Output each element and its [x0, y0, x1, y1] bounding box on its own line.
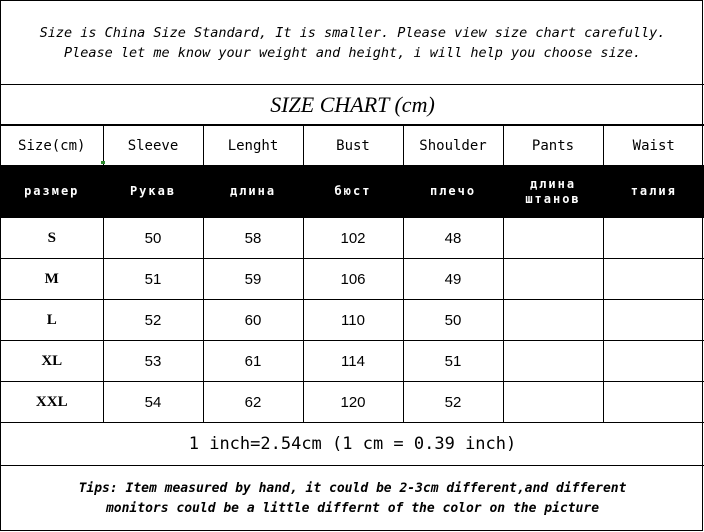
cell-shoulder: 51 [403, 341, 503, 382]
cell-pants [503, 218, 603, 259]
cell-bust: 114 [303, 341, 403, 382]
table-row [1, 259, 704, 300]
chart-title: SIZE CHART (cm) [1, 85, 704, 125]
header-size: Size(cm) [1, 126, 103, 166]
header-sleeve: Sleeve [103, 126, 203, 166]
header-length: Lenght [203, 126, 303, 166]
header-shoulder: Shoulder [403, 126, 503, 166]
header-row-english [1, 126, 704, 166]
cell-pants [503, 300, 603, 341]
header-ru-shoulder: плечо [403, 166, 503, 218]
table-row [1, 382, 704, 423]
cell-bust: 120 [303, 382, 403, 423]
cell-length: 60 [203, 300, 303, 341]
cell-length: 59 [203, 259, 303, 300]
cell-size: S [1, 218, 103, 259]
cell-waist [603, 300, 704, 341]
cell-shoulder: 50 [403, 300, 503, 341]
cell-shoulder: 49 [403, 259, 503, 300]
header-ru-bust: бюст [303, 166, 403, 218]
cell-shoulder: 48 [403, 218, 503, 259]
cell-size: M [1, 259, 103, 300]
cell-length: 58 [203, 218, 303, 259]
header-ru-pants: длина штанов [503, 166, 603, 218]
cell-bust: 102 [303, 218, 403, 259]
table-row [1, 300, 704, 341]
green-marker [101, 161, 105, 164]
cell-bust: 106 [303, 259, 403, 300]
header-row-russian [1, 166, 704, 218]
cell-size: XXL [1, 382, 103, 423]
cell-sleeve: 51 [103, 259, 203, 300]
table-row [1, 341, 704, 382]
cell-waist [603, 218, 704, 259]
cell-bust: 110 [303, 300, 403, 341]
cell-sleeve: 54 [103, 382, 203, 423]
header-ru-size: размер [1, 166, 103, 218]
table-row [1, 218, 704, 259]
header-bust: Bust [303, 126, 403, 166]
unit-conversion: 1 inch=2.54cm (1 cm = 0.39 inch) [1, 422, 704, 466]
cell-pants [503, 341, 603, 382]
cell-waist [603, 341, 704, 382]
header-ru-length: длина [203, 166, 303, 218]
tips-line-2: monitors could be a little differnt of the color on the picture [105, 501, 600, 516]
cell-waist [603, 259, 704, 300]
cell-sleeve: 52 [103, 300, 203, 341]
cell-length: 62 [203, 382, 303, 423]
tips-note [1, 466, 704, 532]
cell-sleeve: 53 [103, 341, 203, 382]
cell-size: L [1, 300, 103, 341]
cell-waist [603, 382, 704, 423]
header-pants: Pants [503, 126, 603, 166]
tips-line-1: Tips: Item measured by hand, it could be 2-3cm different,and different [78, 481, 627, 496]
header-waist: Waist [603, 126, 704, 166]
cell-shoulder: 52 [403, 382, 503, 423]
size-table [1, 125, 704, 423]
cell-size: XL [1, 341, 103, 382]
notice-line-2: Please let me know your weight and height, i will help you choose size. [63, 44, 642, 61]
header-ru-waist: талия [603, 166, 704, 218]
cell-pants [503, 259, 603, 300]
size-notice [1, 1, 704, 85]
header-ru-sleeve: Рукав [103, 166, 203, 218]
cell-pants [503, 382, 603, 423]
cell-length: 61 [203, 341, 303, 382]
cell-sleeve: 50 [103, 218, 203, 259]
notice-line-1: Size is China Size Standard, It is smaller. Please view size chart carefully. [39, 24, 666, 41]
